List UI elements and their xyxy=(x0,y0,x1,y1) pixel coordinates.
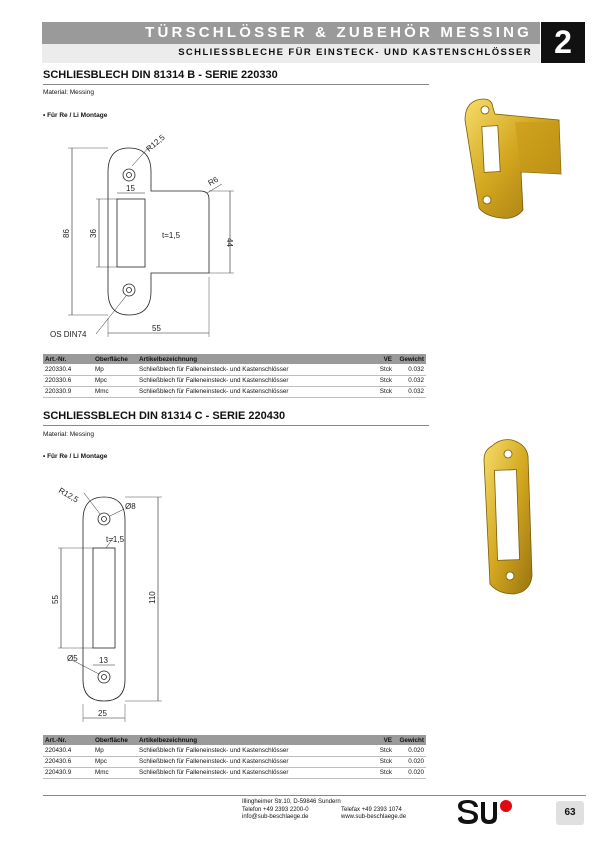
cell-bezeichnung: Schließblech für Falleneinsteck- und Kastenschlösser xyxy=(137,745,368,756)
dim-c-t: t=1,5 xyxy=(106,535,125,544)
col-gewicht: Gewicht xyxy=(394,354,426,364)
article-table-c xyxy=(43,735,426,779)
cell-oberflaeche: Mpc xyxy=(93,756,137,767)
page-subtitle: SCHLIESSBLECHE FÜR EINSTECK- UND KASTENSCHLÖSSER xyxy=(178,47,532,58)
col-bezeichnung: Artikelbezeichnung xyxy=(137,735,368,745)
cell-oberflaeche: Mp xyxy=(93,364,137,375)
chapter-number: 2 xyxy=(541,22,585,63)
product-photo-c xyxy=(478,436,538,596)
col-oberflaeche: Oberfläche xyxy=(93,735,137,745)
dim-c-25: 25 xyxy=(98,709,107,718)
dim-b-r125: R12,5 xyxy=(144,132,167,154)
cell-bezeichnung: Schließblech für Falleneinsteck- und Kastenschlösser xyxy=(137,386,368,397)
cell-gewicht: 0.032 xyxy=(394,375,426,386)
dim-b-36: 36 xyxy=(89,229,98,238)
cell-oberflaeche: Mp xyxy=(93,745,137,756)
dim-b-15: 15 xyxy=(126,184,135,193)
section1-mounting: • Für Re / Li Montage xyxy=(43,112,108,119)
dim-c-d8: Ø8 xyxy=(125,502,136,511)
hole-bottom-c xyxy=(98,671,110,683)
footer-address xyxy=(242,799,341,822)
cell-oberflaeche: Mpc xyxy=(93,375,137,386)
cell-ve: Stck xyxy=(368,364,394,375)
brand-logo xyxy=(456,798,514,826)
cell-gewicht: 0.020 xyxy=(394,745,426,756)
cell-bezeichnung: Schließblech für Falleneinsteck- und Kastenschlösser xyxy=(137,364,368,375)
col-bezeichnung: Artikelbezeichnung xyxy=(137,354,368,364)
dim-b-t: t=1,5 xyxy=(162,231,181,240)
col-art-nr: Art.-Nr. xyxy=(43,354,93,364)
cell-art-nr: 220430.9 xyxy=(43,767,93,778)
dim-b-os: OS DIN74 xyxy=(50,330,87,339)
cell-bezeichnung: Schließblech für Falleneinsteck- und Kastenschlösser xyxy=(137,375,368,386)
cell-art-nr: 220330.4 xyxy=(43,364,93,375)
cell-art-nr: 220330.9 xyxy=(43,386,93,397)
cell-ve: Stck xyxy=(368,767,394,778)
footer-phone: Telefon +49 2393 2200-0 xyxy=(242,806,309,813)
dim-b-86: 86 xyxy=(62,229,71,238)
dim-b-44: 44 xyxy=(225,238,234,247)
table-row xyxy=(43,756,426,767)
page-number: 63 xyxy=(556,801,584,825)
footer-fax: Telefax +49 2393 1074 xyxy=(341,806,402,813)
footer-rule xyxy=(43,795,586,796)
cell-art-nr: 220430.4 xyxy=(43,745,93,756)
cell-bezeichnung: Schließblech für Falleneinsteck- und Kastenschlösser xyxy=(137,767,368,778)
hole-bottom-inner-c xyxy=(102,675,107,680)
cell-bezeichnung: Schließblech für Falleneinsteck- und Kastenschlösser xyxy=(137,756,368,767)
section1-material: Material: Messing xyxy=(43,89,94,96)
cell-ve: Stck xyxy=(368,375,394,386)
plate-slot-c xyxy=(93,548,115,648)
hole-top-inner-c xyxy=(102,517,107,522)
cell-art-nr: 220330.6 xyxy=(43,375,93,386)
cell-oberflaeche: Mmc xyxy=(93,767,137,778)
table-header-row xyxy=(43,735,426,745)
section2-title: SCHLIESSBLECH DIN 81314 C - SERIE 220430 xyxy=(43,410,286,422)
cell-gewicht: 0.020 xyxy=(394,756,426,767)
col-ve: VE xyxy=(368,354,394,364)
cell-gewicht: 0.032 xyxy=(394,364,426,375)
dim-c-r125: R12,5 xyxy=(57,485,80,505)
page-title: TÜRSCHLÖSSER & ZUBEHÖR MESSING xyxy=(145,24,532,41)
table-row xyxy=(43,767,426,778)
section2-material: Material: Messing xyxy=(43,431,94,438)
dim-c-13: 13 xyxy=(99,656,108,665)
section2-mounting: • Für Re / Li Montage xyxy=(43,453,108,460)
cell-ve: Stck xyxy=(368,756,394,767)
dim-c-55: 55 xyxy=(51,595,60,604)
footer-web[interactable]: www.sub-beschlaege.de xyxy=(341,814,407,820)
cell-gewicht: 0.032 xyxy=(394,386,426,397)
hole-top-c xyxy=(98,513,110,525)
cell-art-nr: 220430.6 xyxy=(43,756,93,767)
col-ve: VE xyxy=(368,735,394,745)
cell-ve: Stck xyxy=(368,386,394,397)
dim-b-55: 55 xyxy=(152,324,161,333)
plate-outline-c xyxy=(83,497,125,701)
cell-oberflaeche: Mmc xyxy=(93,386,137,397)
footer-email[interactable]: info@sub-beschlaege.de xyxy=(242,814,309,820)
cell-gewicht: 0.020 xyxy=(394,767,426,778)
col-art-nr: Art.-Nr. xyxy=(43,735,93,745)
dim-c-d5: Ø5 xyxy=(67,654,78,663)
cell-ve: Stck xyxy=(368,745,394,756)
footer-contact xyxy=(341,807,406,822)
col-gewicht: Gewicht xyxy=(394,735,426,745)
dim-c-110: 110 xyxy=(148,591,157,604)
footer-address-line1: Illingheimer Str.10, D-59846 Sundern xyxy=(242,799,341,805)
dim-b-r6: R6 xyxy=(206,174,220,188)
section1-title: SCHLIESBLECH DIN 81314 B - SERIE 220330 xyxy=(43,69,278,81)
table-row xyxy=(43,745,426,756)
col-oberflaeche: Oberfläche xyxy=(93,354,137,364)
